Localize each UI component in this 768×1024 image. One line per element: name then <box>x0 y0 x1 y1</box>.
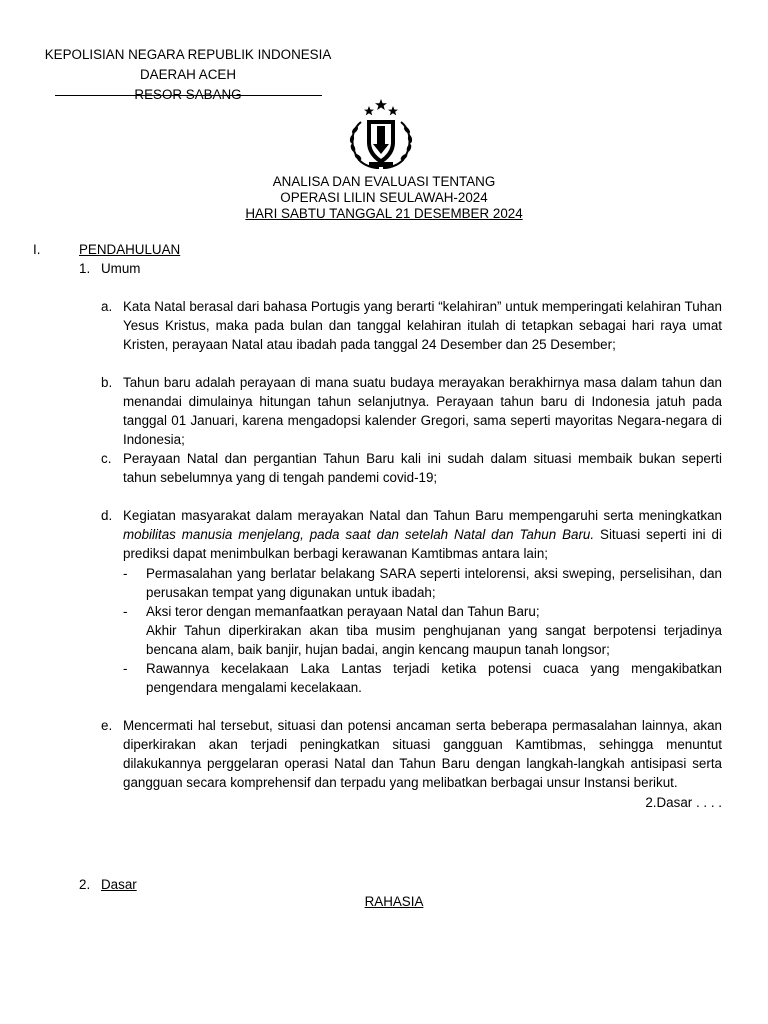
letterhead-line-1: KEPOLISIAN NEGARA REPUBLIK INDONESIA <box>44 47 332 62</box>
document-title <box>190 174 578 222</box>
title-line-3: HARI SABTU TANGGAL 21 DESEMBER 2024 <box>245 206 523 221</box>
item-a-text: Kata Natal berasal dari bahasa Portugis yang berarti “kelahiran” untuk memperingati kelahiran Tuhan Yesus Kristus, maka pada bulan dan tanggal kelahiran itulah di tetapkan sebagai hari raya umat Kristen, perayaan Natal atau ibadah pada tanggal 24 Desember dan 25 Desember; <box>123 299 722 352</box>
subsection-1-heading: Umum <box>101 261 141 276</box>
item-e-label: e. <box>101 718 113 733</box>
item-b-text: Tahun baru adalah perayaan di mana suatu budaya merayakan berakhirnya masa dalam tahun dan menandai dimulainya hitungan tahun selanjutnya. Perayaan tahun baru di Indonesia jatuh pada tanggal 01 Januari, karena mengadopsi kalender Gregori, sama seperti mayoritas Negara-negara di Indonesia; <box>123 375 722 447</box>
letterhead <box>40 45 336 105</box>
subsection-1-number: 1. <box>79 261 91 276</box>
bullet-item: Permasalahan yang berlatar belakang SARA seperti intelorensi, aksi sweping, perselisihan, dan perusakan tempat yang digunakan untuk ibadah; <box>146 566 722 600</box>
bullet-item: Rawannya kecelakaan Laka Lantas terjadi ketika potensi cuaca yang mengakibatkan pengendara mengalami kecelakaan. <box>146 661 722 695</box>
bullet-item: Aksi teror dengan memanfaatkan perayaan Natal dan Tahun Baru; <box>146 604 540 619</box>
subsection-2-heading: Dasar <box>101 877 137 892</box>
title-line-2: OPERASI LILIN SEULAWAH-2024 <box>280 190 488 205</box>
item-c-text: Perayaan Natal dan pergantian Tahun Baru kali ini sudah dalam situasi membaik bukan seperti tahun sebelumnya yang di tengah pandemi covid-19; <box>123 451 722 485</box>
classification-footer: RAHASIA <box>364 894 424 909</box>
section-number: I. <box>33 242 41 257</box>
item-d-text <box>123 506 722 563</box>
item-d-text-end: Situasi seperti ini di prediksi dapat menimbulkan berbagi kerawanan Kamtibmas antara lain; <box>123 527 722 561</box>
item-d-text-start: Kegiatan masyarakat dalam merayakan Natal dan Tahun Baru mempengaruhi serta meningkatkan <box>123 508 722 523</box>
item-e-text: Mencermati hal tersebut, situasi dan potensi ancaman serta beberapa permasalahan lainnya, akan diperkirakan akan terjadi peningkatkan situasi gangguan Kamtibmas, sehingga menuntut dilakukannya perggelaran operasi Natal dan Tahun Baru dengan langkah-langkah antisipasi serta gangguan secara komprehensif dan terpadu yang melibatkan berbagai unsur Instansi berikut. <box>123 718 722 790</box>
bullet-item-continuation: Akhir Tahun diperkirakan akan tiba musim penghujanan yang sangat berpotensi terjadinya bencana alam, baik banjir, hujan badai, angin kencang maupun tanah longsor; <box>146 623 722 657</box>
page-continuation: 2.Dasar . . . . <box>645 795 722 810</box>
item-b-label: b. <box>101 375 113 390</box>
title-line-1: ANALISA DAN EVALUASI TENTANG <box>272 174 496 189</box>
bullet-dash: - <box>123 661 128 676</box>
polri-emblem-icon <box>339 96 423 176</box>
item-a-label: a. <box>101 299 113 314</box>
letterhead-line-3: RESOR SABANG <box>134 87 242 102</box>
letterhead-line-2: DAERAH ACEH <box>140 67 236 82</box>
item-d-text-italic: mobilitas manusia menjelang, pada saat dan setelah Natal dan Tahun Baru. <box>123 527 595 542</box>
section-heading: PENDAHULUAN <box>79 242 181 257</box>
letterhead-rule <box>55 95 322 96</box>
bullet-dash: - <box>123 604 128 619</box>
item-c-label: c. <box>101 451 112 466</box>
subsection-2-number: 2. <box>79 877 91 892</box>
bullet-dash: - <box>123 566 128 581</box>
item-d-label: d. <box>101 508 113 523</box>
